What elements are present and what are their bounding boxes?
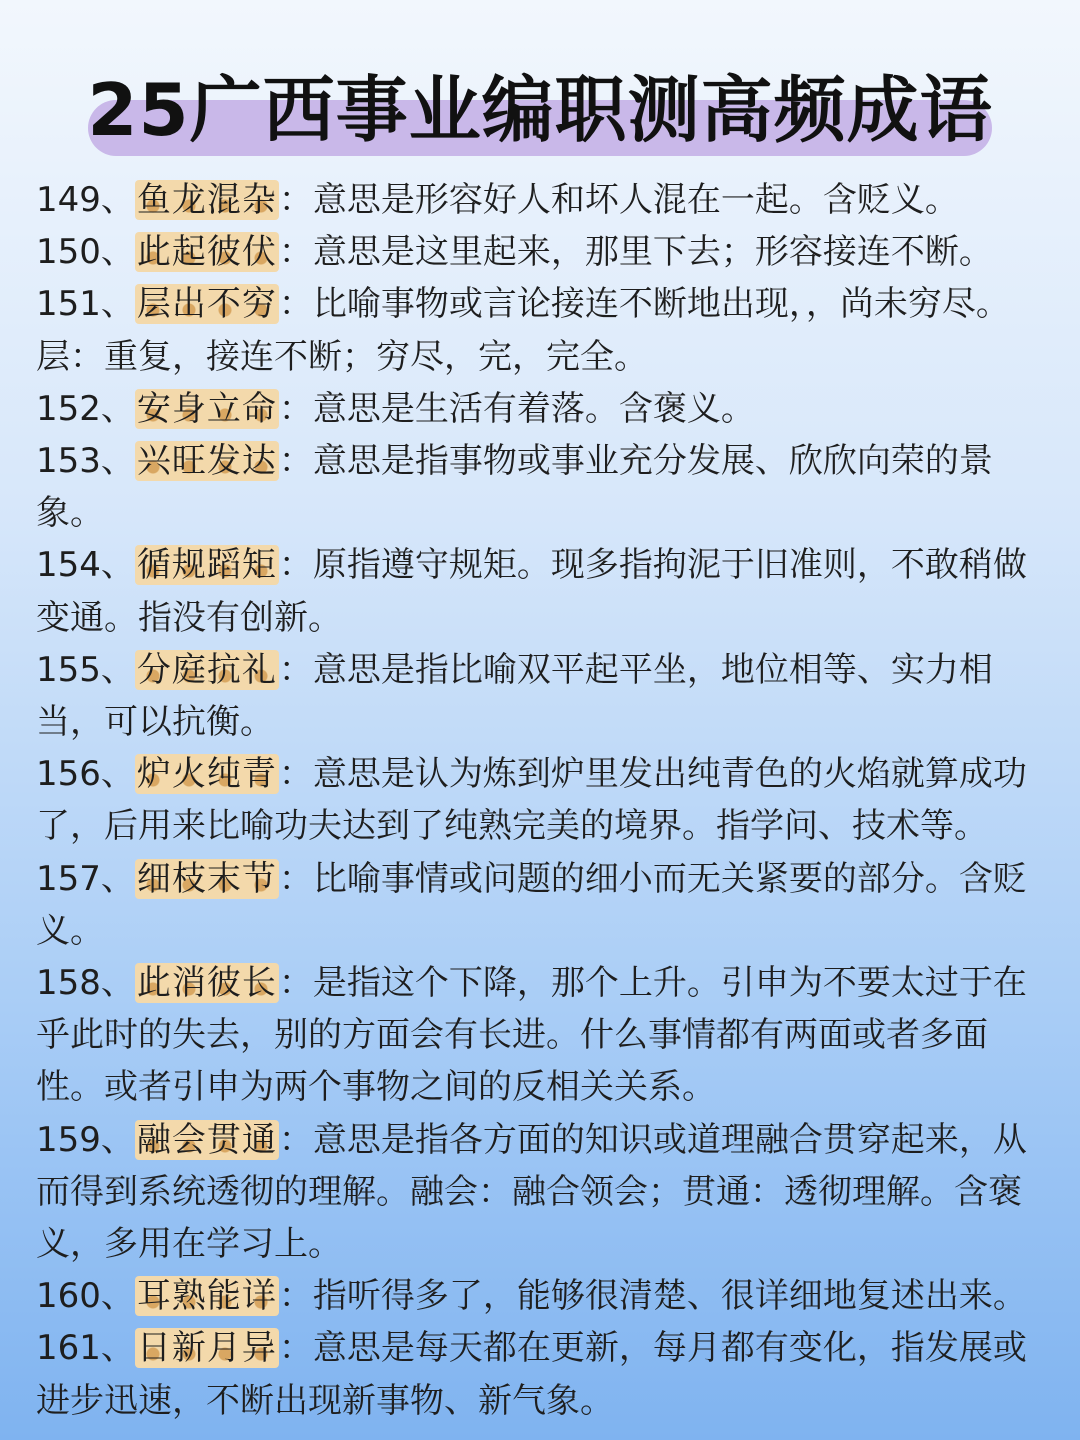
entry-colon: ： (278, 180, 313, 220)
idiom-definition: 原指遵守规矩。现多指拘泥于旧准则，不敢稍做变通。指没有创新。 (36, 545, 1027, 638)
idiom-entry-158 (36, 957, 1048, 1114)
entry-colon: ： (278, 545, 313, 586)
entry-number: 159、 (36, 1119, 135, 1160)
idiom-entry-154 (36, 539, 1048, 643)
entry-number: 152、 (36, 388, 135, 429)
idiom-term: 此消彼长 (136, 963, 277, 1004)
idiom-definition: 意思是每天都在更新，每月都有变化，指发展或进步迅速，不断出现新事物、新气象。 (36, 1328, 1027, 1421)
idiom-term: 日新月异 (136, 1328, 277, 1369)
entry-number: 158、 (36, 963, 135, 1004)
entry-number: 150、 (36, 232, 135, 273)
idiom-entry-151 (36, 278, 1048, 382)
entry-colon: ： (278, 284, 313, 325)
entry-colon: ： (278, 754, 313, 795)
idiom-definition: 意思是指各方面的知识或道理融合贯穿起来，从而得到系统透彻的理解。融会：融合领会；贯通：透彻理解。含褒义，多用在学习上。 (36, 1119, 1027, 1265)
title-banner (0, 60, 1080, 170)
entry-colon: ： (278, 1276, 313, 1317)
entry-number: 151、 (36, 284, 135, 325)
entry-number: 160、 (36, 1276, 135, 1317)
idiom-entry-152 (36, 383, 1048, 435)
idiom-term: 此起彼伏 (136, 232, 277, 273)
idiom-definition: 是指这个下降，那个上升。引申为不要太过于在乎此时的失去，别的方面会有长进。什么事情都有两面或者多面性。或者引申为两个事物之间的反相关关系。 (36, 963, 1027, 1108)
idiom-definition: 意思是指事物或事业充分发展、欣欣向荣的景象。 (36, 441, 993, 534)
entry-colon: ： (278, 388, 313, 429)
idiom-term: 融会贯通 (136, 1119, 277, 1160)
idiom-entry-160 (36, 1270, 1048, 1322)
idiom-definition: 意思是指比喻双平起平坐，地位相等、实力相当，可以抗衡。 (36, 649, 993, 743)
idiom-definition: 意思是认为炼到炉里发出纯青色的火焰就算成功了，后用来比喻功夫达到了纯熟完美的境界。指学问、技术等。 (36, 754, 1027, 847)
idiom-term: 分庭抗礼 (136, 649, 277, 690)
entry-number: 153、 (36, 441, 135, 482)
idiom-entry-159 (36, 1114, 1048, 1271)
entry-colon: ： (278, 232, 313, 273)
idiom-entry-149 (36, 174, 1048, 226)
entry-number: 161、 (36, 1328, 135, 1369)
idiom-definition: 比喻事物或言论接连不断地出现，，尚未穷尽。层：重复，接连不断；穷尽，完，完全。 (36, 284, 1010, 377)
idiom-list (36, 174, 1048, 1427)
entry-colon: ： (278, 1328, 313, 1369)
idiom-entry-161 (36, 1322, 1048, 1426)
idiom-entry-150 (36, 226, 1048, 278)
idiom-term: 细枝末节 (136, 858, 277, 899)
idiom-term: 层出不穷 (136, 284, 277, 325)
idiom-definition: 指听得多了，能够很清楚、很详细地复述出来。 (312, 1276, 1027, 1317)
idiom-term: 兴旺发达 (136, 441, 277, 482)
entry-colon: ： (278, 858, 313, 899)
entry-colon: ： (278, 1119, 313, 1160)
idiom-definition: 比喻事情或问题的细小而无关紧要的部分。含贬义。 (36, 858, 1027, 951)
idiom-term: 安身立命 (136, 388, 277, 429)
idiom-definition: 意思是这里起来，那里下去；形容接连不断。 (312, 232, 993, 273)
entry-number: 157、 (36, 858, 135, 899)
idiom-term: 耳熟能详 (136, 1276, 277, 1317)
entry-number: 149、 (36, 180, 135, 220)
idiom-term: 炉火纯青 (136, 754, 277, 795)
entry-colon: ： (278, 963, 313, 1004)
entry-number: 154、 (36, 545, 135, 586)
idiom-term: 循规蹈矩 (136, 545, 277, 586)
entry-colon: ： (278, 649, 313, 690)
entry-colon: ： (278, 441, 313, 482)
idiom-definition: 意思是形容好人和坏人混在一起。含贬义。 (312, 180, 959, 220)
idiom-entry-155 (36, 644, 1048, 748)
page-title: 25广西事业编职测高频成语 (87, 68, 993, 152)
idiom-definition: 意思是生活有着落。含褒义。 (312, 388, 755, 429)
idiom-entry-157 (36, 853, 1048, 957)
idiom-term: 鱼龙混杂 (136, 180, 277, 220)
idiom-entry-156 (36, 748, 1048, 852)
idiom-entry-153 (36, 435, 1048, 539)
entry-number: 156、 (36, 754, 135, 795)
entry-number: 155、 (36, 649, 135, 690)
